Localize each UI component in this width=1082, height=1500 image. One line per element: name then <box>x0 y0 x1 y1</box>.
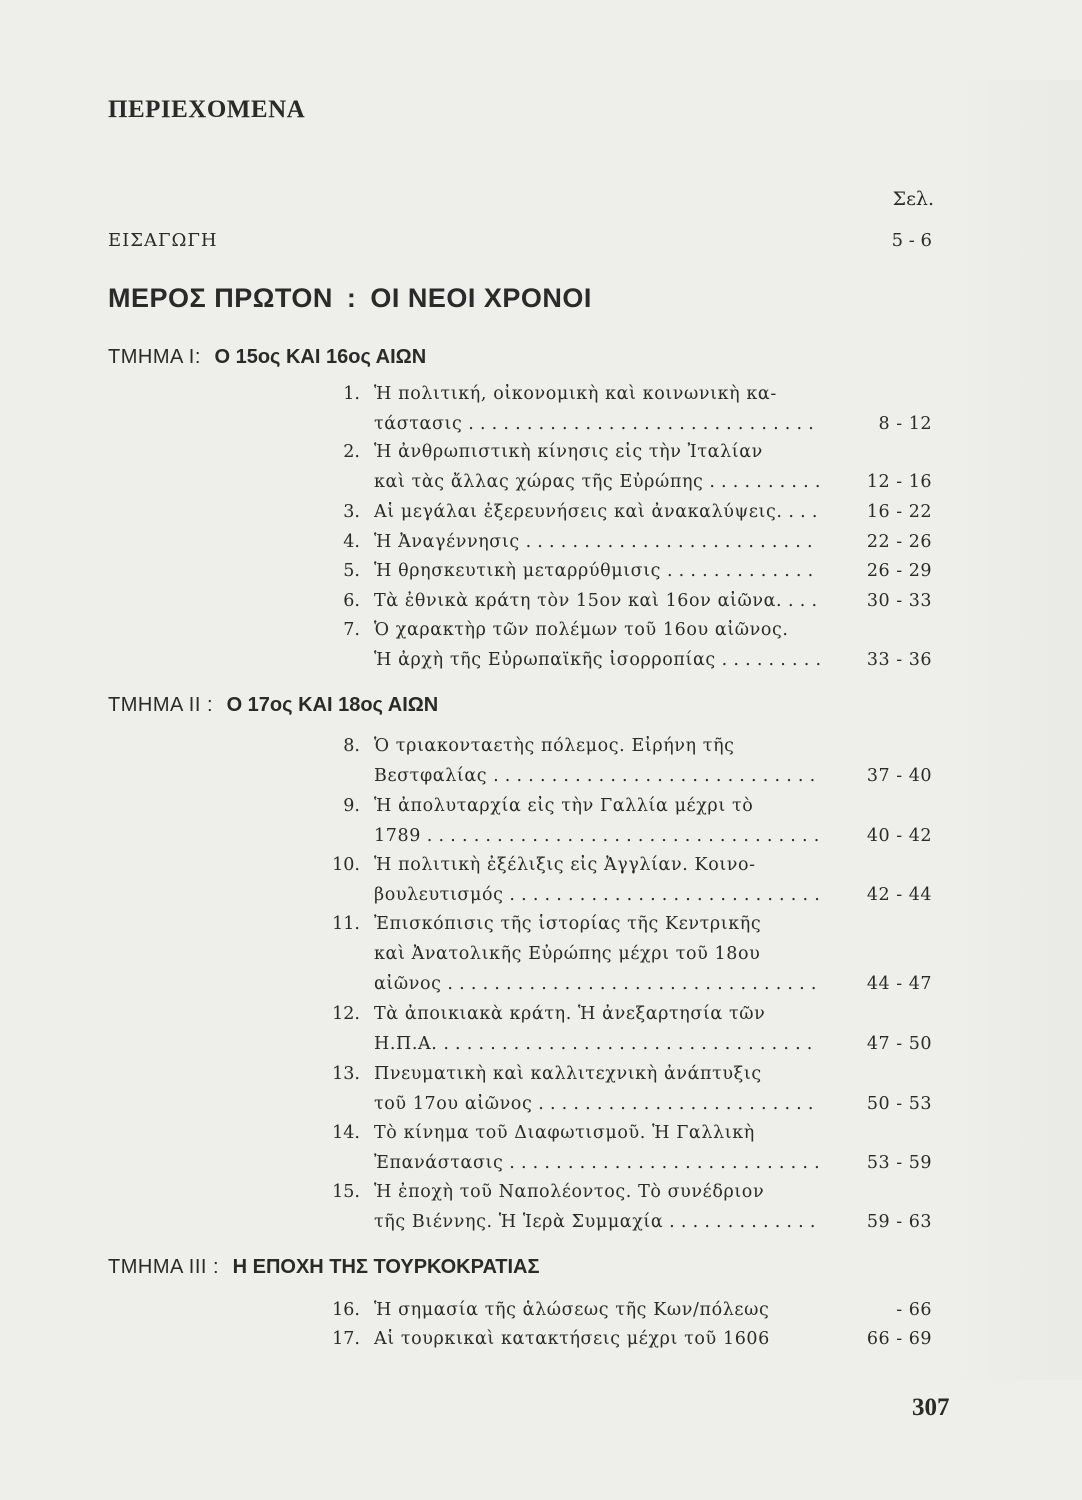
entry-title-line: Ὁ χαρακτὴρ τῶν πολέμων τοῦ 16ου αἰῶνος. <box>374 620 789 640</box>
entry-title-line: Πνευματικὴ καὶ καλλιτεχνικὴ ἀνάπτυξις <box>374 1064 762 1084</box>
entry-pages: 8 - 12 <box>878 414 932 434</box>
section-heading-1 <box>108 346 426 369</box>
part-title: ΟΙ ΝΕΟΙ ΧΡΟΝΟΙ <box>370 283 592 313</box>
entry-pages: 53 - 59 <box>866 1153 932 1173</box>
page-number: 307 <box>912 1394 950 1421</box>
section-title: Η ΕΠΟΧΗ ΤΗΣ ΤΟΥΡΚΟΚΡΑΤΙΑΣ <box>232 1256 540 1278</box>
entry-number: 5. <box>343 561 360 581</box>
entry-title-line: Ὁ τριακονταετὴς πόλεμος. Εἰρήνη τῆς <box>374 736 735 756</box>
entry-title-line: Ἡ ἀνθρωπιστικὴ κίνησις εἰς τὴν Ἰταλίαν <box>374 442 763 462</box>
entry-pages: 12 - 16 <box>866 472 932 492</box>
entry-pages: 44 - 47 <box>866 974 932 994</box>
entry-title-line: Ἡ ἀπολυταρχία εἰς τὴν Γαλλία μέχρι τὸ <box>374 796 754 816</box>
pages-column-label: Σελ. <box>892 188 934 210</box>
entry-pages: 66 - 69 <box>866 1329 932 1349</box>
entry-number: 7. <box>343 620 360 640</box>
entry-pages: 50 - 53 <box>866 1094 932 1114</box>
page-title: ΠΕΡΙΕΧΟΜΕΝΑ <box>108 96 306 123</box>
entry-number: 17. <box>332 1329 360 1349</box>
entry-title-line: Ἐπανάστασις . . . <box>374 1153 820 1173</box>
entry-title-line: Ἡ ἐποχὴ τοῦ Ναπολέοντος. Τὸ συνέδριον <box>374 1182 765 1202</box>
entry-title-line: Η.Π.Α. . . . <box>374 1034 820 1054</box>
entry-pages: 26 - 29 <box>866 561 932 581</box>
entry-title-line: Ἡ θρησκευτικὴ μεταρρύθμισις . . . <box>374 561 820 581</box>
entry-title-line: τοῦ 17ου αἰῶνος . . . <box>374 1094 820 1114</box>
intro-title: ΕΙΣΑΓΩΓΗ <box>108 230 218 251</box>
intro-pages: 5 - 6 <box>891 230 932 251</box>
entry-title-line: Ἡ πολιτική, οἰκονομικὴ καὶ κοινωνικὴ κα- <box>374 384 777 404</box>
section-heading-2 <box>108 694 438 717</box>
entry-number: 15. <box>332 1182 360 1202</box>
entry-title-line: Τὰ ἀποικιακὰ κράτη. Ἡ ἀνεξαρτησία τῶν <box>374 1004 766 1024</box>
entry-title-line: Ἡ σημασία τῆς ἁλώσεως τῆς Κων/πόλεως <box>374 1300 770 1320</box>
section-title: Ο 17ος ΚΑΙ 18ος ΑΙΩΝ <box>226 694 439 716</box>
entry-number: 8. <box>343 736 360 756</box>
show-through-shadow <box>942 80 1082 1380</box>
entry-title-line: καὶ τὰς ἄλλας χώρας τῆς Εὐρώπης . . . <box>374 472 820 492</box>
entry-number: 11. <box>332 914 360 934</box>
entry-pages: 37 - 40 <box>866 766 932 786</box>
entry-number: 12. <box>332 1004 360 1024</box>
entry-title-line: Βεστφαλίας . . . <box>374 766 820 786</box>
part-heading <box>108 283 592 314</box>
entry-title-line: Ἐπισκόπισις τῆς ἱστορίας τῆς Κεντρικῆς <box>374 914 762 934</box>
entry-title-line: βουλευτισμός . . . <box>374 885 820 905</box>
entry-title-line: Ἡ Ἀναγέννησις . . . <box>374 532 820 552</box>
entry-pages: 16 - 22 <box>866 502 932 522</box>
entry-title-line: Τὸ κίνημα τοῦ Διαφωτισμοῦ. Ἡ Γαλλικὴ <box>374 1123 755 1143</box>
part-separator: : <box>346 283 357 313</box>
entry-number: 14. <box>332 1123 360 1143</box>
entry-title-line: 1789 . . . <box>374 826 820 846</box>
entry-title-line: αἰῶνος . . . <box>374 974 820 994</box>
entry-title-line: Αἱ μεγάλαι ἐξερευνήσεις καὶ ἀνακαλύψεις. . . . <box>374 502 820 522</box>
entry-title-line: τῆς Βιέννης. Ἡ Ἱερὰ Συμμαχία . . . <box>374 1212 820 1232</box>
entry-title-line: Αἱ τουρκικαὶ κατακτήσεις μέχρι τοῦ 1606 <box>374 1329 770 1349</box>
section-label: ΤΜΗΜΑ Ι: <box>108 346 201 368</box>
entry-number: 3. <box>343 502 360 522</box>
entry-number: 6. <box>343 591 360 611</box>
entry-pages: 59 - 63 <box>866 1212 932 1232</box>
entry-number: 9. <box>343 796 360 816</box>
entry-title-line: Ἡ ἀρχὴ τῆς Εὐρωπαϊκῆς ἰσορροπίας . . . <box>374 650 820 670</box>
section-label: ΤΜΗΜΑ ΙΙΙ : <box>108 1256 220 1278</box>
entry-title-line: Ἡ πολιτικὴ ἐξέλιξις εἰς Ἀγγλίαν. Κοινο- <box>374 855 756 875</box>
section-label: ΤΜΗΜΑ ΙΙ : <box>108 694 213 716</box>
entry-number: 13. <box>332 1064 360 1084</box>
entry-pages: 30 - 33 <box>866 591 932 611</box>
entry-number: 10. <box>332 855 360 875</box>
entry-title-line: τάστασις . . . <box>374 414 820 434</box>
entry-pages: 33 - 36 <box>866 650 932 670</box>
entry-pages: 40 - 42 <box>866 826 932 846</box>
entry-number: 1. <box>343 384 360 404</box>
part-label: ΜΕΡΟΣ ΠΡΩΤΟΝ <box>108 283 333 313</box>
entry-pages: 22 - 26 <box>866 532 932 552</box>
entry-pages: - 66 <box>896 1300 932 1320</box>
entry-title-line: Τὰ ἐθνικὰ κράτη τὸν 15ον καὶ 16ον αἰῶνα. . . . <box>374 591 820 611</box>
entry-title-line: καὶ Ἀνατολικῆς Εὐρώπης μέχρι τοῦ 18ου <box>374 944 761 964</box>
section-heading-3 <box>108 1256 539 1279</box>
entry-number: 16. <box>332 1300 360 1320</box>
entry-pages: 47 - 50 <box>866 1034 932 1054</box>
entry-pages: 42 - 44 <box>866 885 932 905</box>
entry-number: 4. <box>343 532 360 552</box>
section-title: Ο 15ος ΚΑΙ 16ος ΑΙΩΝ <box>214 346 427 368</box>
entry-number: 2. <box>343 442 360 462</box>
